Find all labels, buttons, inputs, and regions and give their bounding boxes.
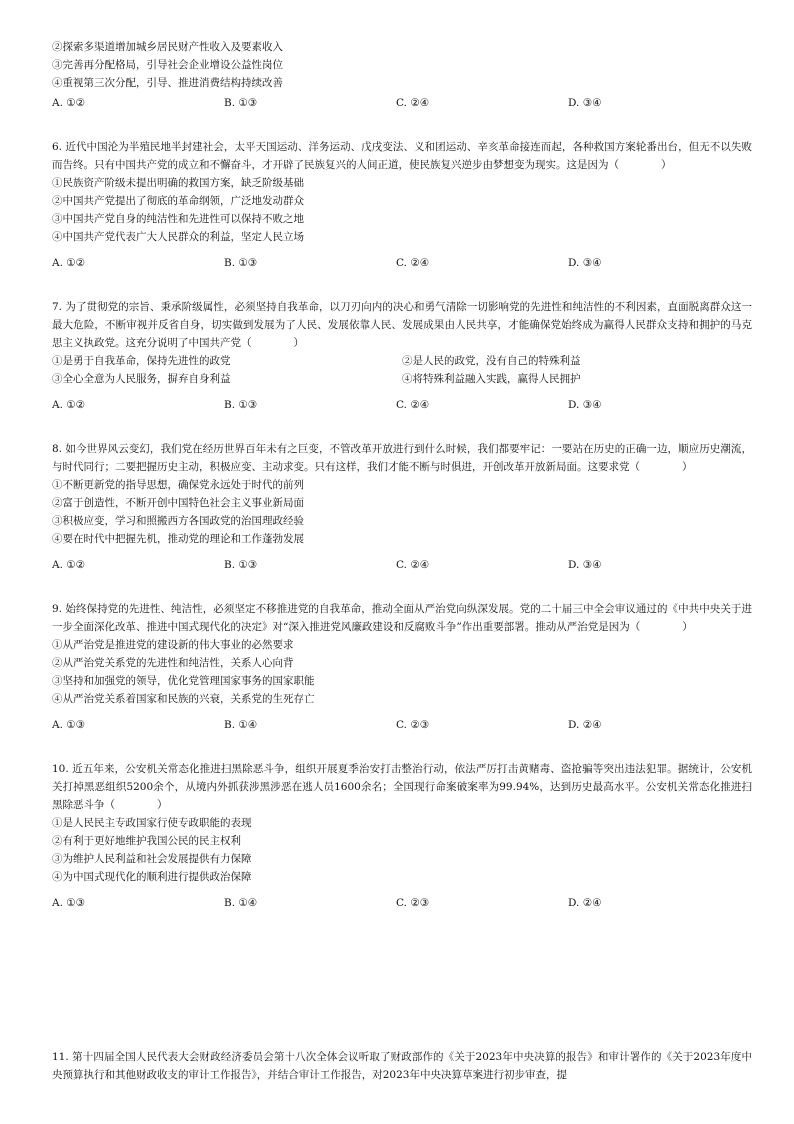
choice-row [52,352,752,370]
option-d[interactable]: D. ②④ [568,719,602,731]
choice-item: ②探索多渠道增加城乡居民财产性收入及要素收入 [52,41,283,53]
option-a[interactable]: A. ①② [52,257,86,269]
option-b[interactable]: B. ①④ [224,719,258,731]
question-6 [52,138,752,272]
option-a[interactable]: A. ①③ [52,897,86,909]
option-a[interactable]: A. ①② [52,97,86,109]
answer-options [52,894,752,912]
answer-options [52,556,752,574]
choice-item: ④为中国式现代化的顺利进行提供政治保障 [52,871,252,883]
option-d[interactable]: D. ③④ [568,257,602,269]
option-c[interactable]: C. ②④ [396,257,430,269]
answer-options [52,396,752,414]
option-b[interactable]: B. ①③ [224,399,258,411]
question-stem: 10. 近五年来，公安机关常态化推进扫黑除恶斗争，组织开展夏季治安打击整治行动，依法严厉打击黄赌毒、盗抢骗等突出违法犯罪。据统计，公安机关打掉黑恶组织5200余个，从境内外抓获涉黑涉恶在逃人员1600余名；全国现行命案破案率为99.94%，达到历史最高水平。公安机关常态化推进扫黑除恶斗争（ ） [52,763,752,811]
answer-options [52,254,752,272]
question-stem: 11. 第十四届全国人民代表大会财政经济委员会第十八次全体会议听取了财政部作的《关于2023年中央决算的报告》和审计署作的《关于2023年度中央预算执行和其他财政收支的审计工作报告》，并结合审计工作报告，对2023年中央决算草案进行初步审查，提 [52,1051,752,1081]
choice-item: ③中国共产党自身的纯洁性和先进性可以保持不败之地 [52,213,304,225]
choice-item: ④中国共产党代表广大人民群众的利益，坚定人民立场 [52,231,304,243]
choice-item: ①民族资产阶级未提出明确的救国方案，缺乏阶级基础 [52,177,304,189]
choice-item: ①不断更新党的指导思想，确保党永远处于时代的前列 [52,479,304,491]
choice-item: ②有利于更好地维护我国公民的民主权利 [52,835,241,847]
choice-item: ②富于创造性，不断开创中国特色社会主义事业新局面 [52,497,304,509]
question-11 [52,1048,752,1084]
option-b[interactable]: B. ①③ [224,559,258,571]
question-8 [52,440,752,574]
answer-options [52,94,752,112]
option-a[interactable]: A. ①② [52,399,86,411]
choice-item: ①是勇于自我革命，保持先进性的政党 [52,355,231,367]
option-c[interactable]: C. ②④ [396,559,430,571]
option-a[interactable]: A. ①③ [52,719,86,731]
option-d[interactable]: D. ③④ [568,399,602,411]
choice-item: ①从严治党是推进党的建设新的伟大事业的必然要求 [52,639,294,651]
option-c[interactable]: C. ②④ [396,97,430,109]
document-page [52,38,752,912]
question-9 [52,600,752,734]
choice-item: ③为维护人民利益和社会发展提供有力保障 [52,853,252,865]
question-7 [52,298,752,414]
choice-item: ④要在时代中把握先机，推动党的理论和工作蓬勃发展 [52,533,304,545]
option-d[interactable]: D. ②④ [568,897,602,909]
option-d[interactable]: D. ③④ [568,559,602,571]
question-stem: 7. 为了贯彻党的宗旨、秉承阶级属性，必须坚持自我革命，以刀刃向内的决心和勇气清除一切影响党的先进性和纯洁性的不利因素，直面脱离群众这一最大危险，不断审视并反省自身，切实做到发展为了人民、发展依靠人民、发展成果由人民共享，才能确保党始终成为赢得人民群众支持和拥护的马克思主义执政党。这充分说明了中国共产党（ ） [52,301,752,349]
question-stem: 9. 始终保持党的先进性、纯洁性，必须坚定不移推进党的自我革命，推动全面从严治党向纵深发展。党的二十届三中全会审议通过的《中共中央关于进一步全面深化改革、推进中国式现代化的决定》对“深入推进党风廉政建设和反腐败斗争”作出重要部署。推动从严治党是因为（ ） [52,603,752,633]
option-d[interactable]: D. ③④ [568,97,602,109]
choice-item: ③全心全意为人民服务，摒弃自身利益 [52,373,231,385]
option-b[interactable]: B. ①③ [224,257,258,269]
question-stem: 8. 如今世界风云变幻，我们党在经历世界百年未有之巨变，不管改革开放进行到什么时候，我们都要牢记：一要站在历史的正确一边，顺应历史潮流，与时代同行；二要把握历史主动，积极应变、主动求变。只有这样，我们才能不断与时俱进，开创改革开放新局面。这要求党（ ） [52,443,752,473]
choice-item: ④重视第三次分配，引导、推进消费结构持续改善 [52,77,283,89]
choice-item: ②是人民的政党，没有自己的特殊利益 [402,355,581,367]
choice-item: ②中国共产党提出了彻底的革命纲领，广泛地发动群众 [52,195,304,207]
choice-item: ①是人民民主专政国家行使专政职能的表现 [52,817,252,829]
option-c[interactable]: C. ②③ [396,719,430,731]
option-b[interactable]: B. ①④ [224,897,258,909]
choice-row [52,370,752,388]
question-5-tail [52,38,752,112]
option-b[interactable]: B. ①③ [224,97,258,109]
choice-item: ④将特殊利益融入实践，赢得人民拥护 [402,373,581,385]
question-stem: 6. 近代中国沦为半殖民地半封建社会，太平天国运动、洋务运动、戊戌变法、义和团运动、辛亥革命接连而起，各种救国方案轮番出台，但无不以失败而告终。只有中国共产党的成立和不懈奋斗，才开辟了民族复兴的人间正道，使民族复兴逆步由梦想变为现实。这是因为（ ） [52,141,752,171]
choice-item: ③坚持和加强党的领导，优化党管理国家事务的国家职能 [52,675,315,687]
choice-item: ②从严治党关系党的先进性和纯洁性，关系人心向背 [52,657,294,669]
option-a[interactable]: A. ①② [52,559,86,571]
question-10 [52,760,752,912]
choice-item: ④从严治党关系着国家和民族的兴衰，关系党的生死存亡 [52,693,315,705]
choice-item: ③完善再分配格局，引导社会企业增设公益性岗位 [52,59,283,71]
option-c[interactable]: C. ②③ [396,897,430,909]
choice-item: ③积极应变，学习和照搬西方各国政党的治国理政经验 [52,515,304,527]
answer-options [52,716,752,734]
option-c[interactable]: C. ②④ [396,399,430,411]
